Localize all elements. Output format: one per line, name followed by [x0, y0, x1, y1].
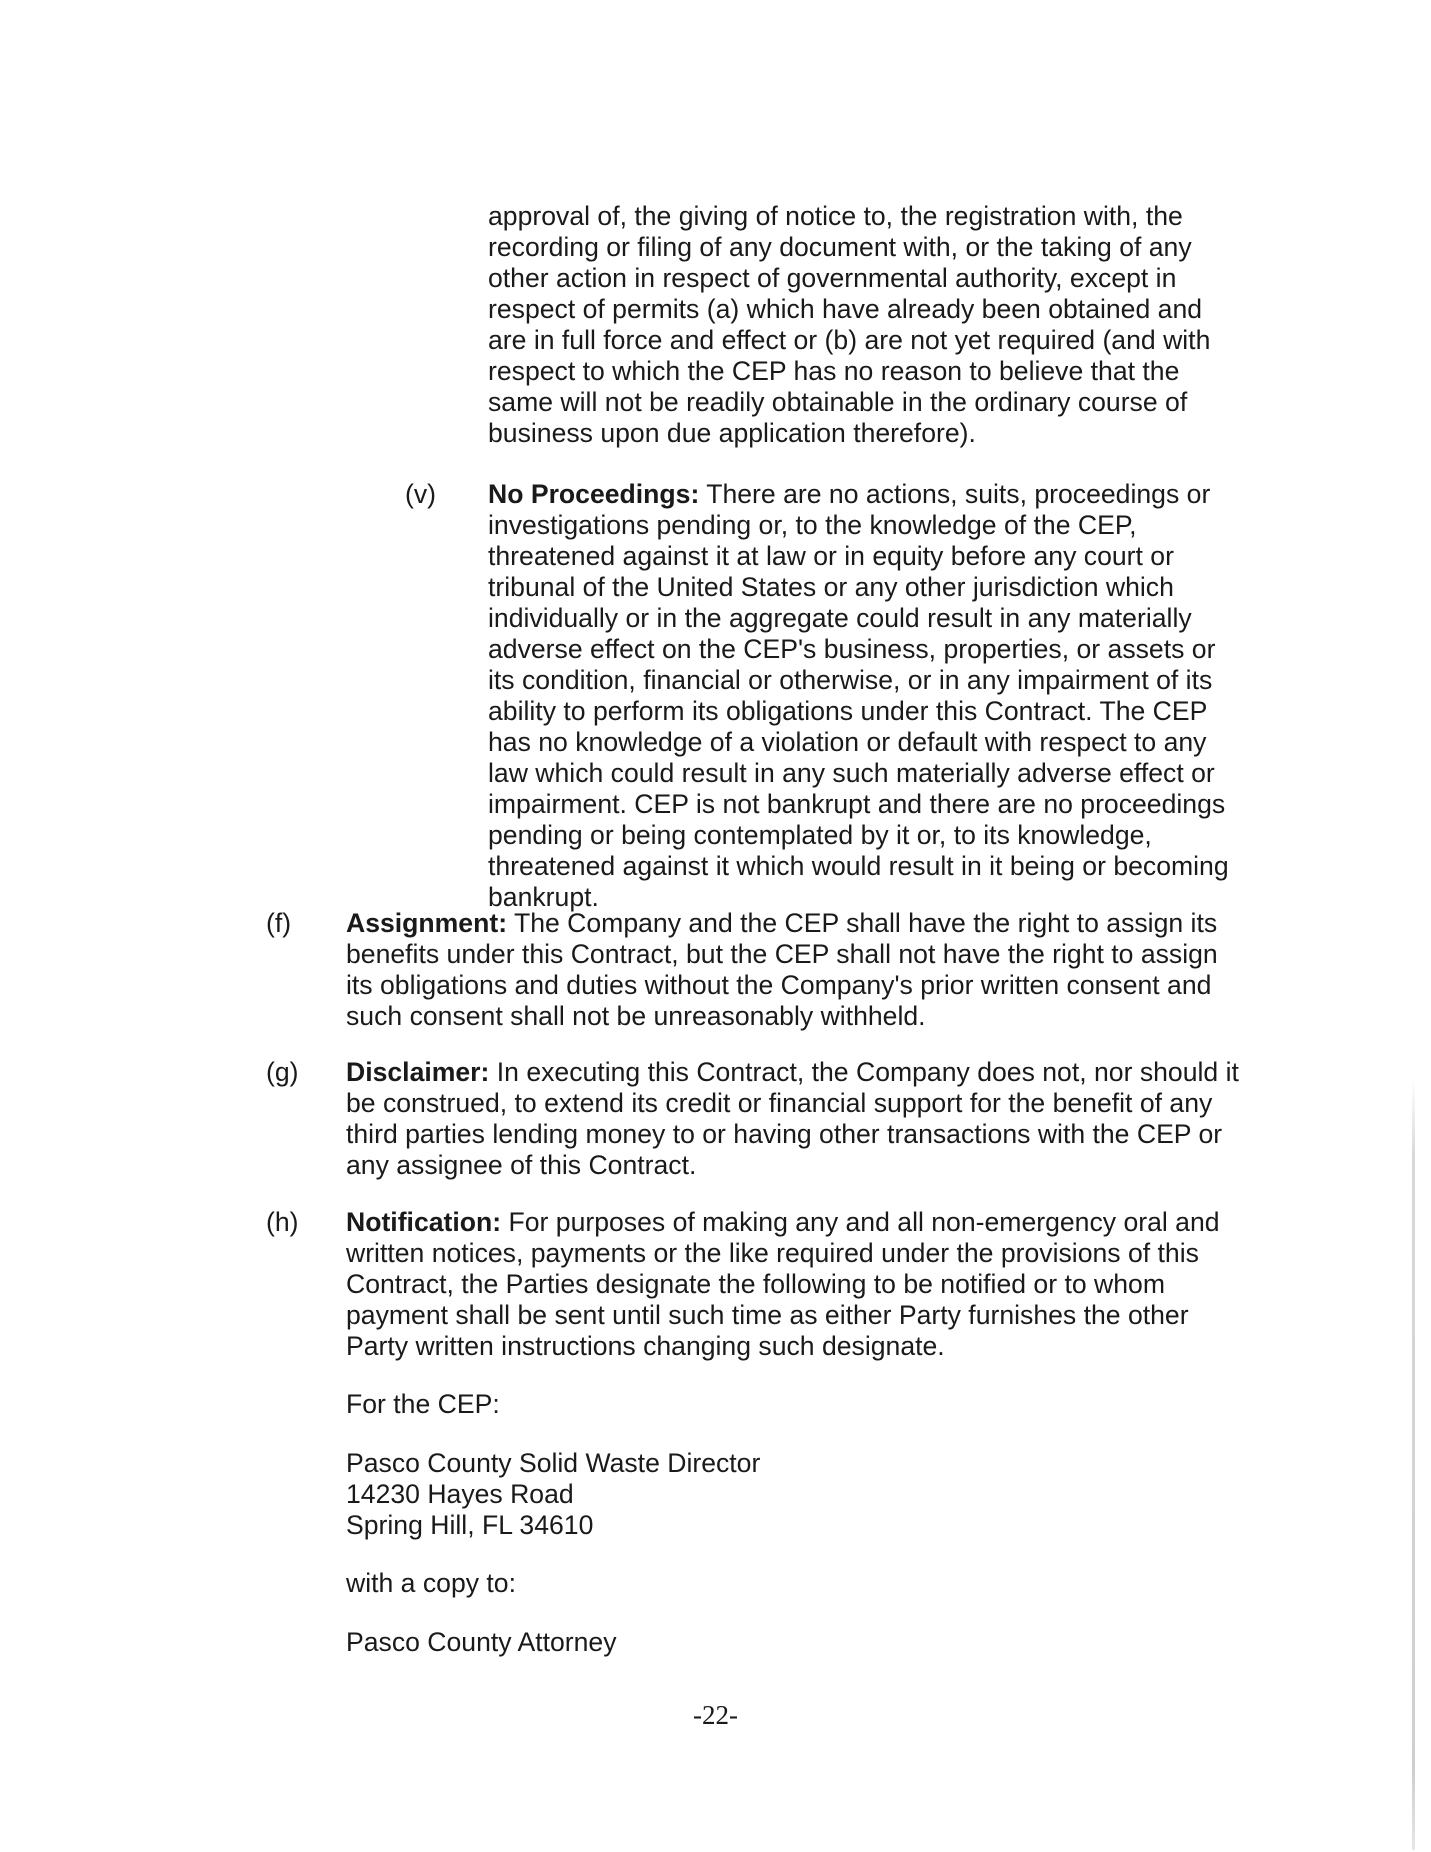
- cep-address: [346, 1448, 760, 1541]
- address-line: Spring Hill, FL 34610: [346, 1510, 594, 1540]
- address-line: 14230 Hayes Road: [346, 1479, 574, 1509]
- item-marker-v: (v): [405, 479, 437, 509]
- no-proceedings-text: There are no actions, suits, proceedings or investigations pending or, to the knowledge of the CEP, threatened against it at law or in equity before any court or tribunal of the United States or any other jurisdiction which individually or in the aggregate could result in any materially adverse effect on the CEP's business, properties, or assets or its condition, financial or otherwise, or in any impairment of its ability to perform its obligations under this Contract. The CEP has no knowledge of a violation or default with respect to any law which could result in any such materially adverse effect or impairment. CEP is not bankrupt and there are no proceedings pending or being contemplated by it or, to its knowledge, threatened against it which would result in it being or becoming bankrupt.: [488, 479, 1229, 912]
- assignment-text: The Company and the CEP shall have the right to assign its benefits under this Contract, but the CEP shall not have the right to assign its obligations and duties without the Company's prior written consent and such consent shall not be unreasonably withheld.: [346, 908, 1218, 1031]
- assignment-paragraph: [346, 908, 1246, 1032]
- scan-edge-shadow: [1412, 1080, 1415, 1850]
- continuation-paragraph: approval of, the giving of notice to, the registration with, the recording or filing of any document with, or the taking of any other action in respect of governmental authority, except in respect of permits (a) which have already been obtained and are in full force and effect or (b) are not yet required (and with respect to which the CEP has no reason to believe that the same will not be readily obtainable in the ordinary course of business upon due application therefore).: [488, 201, 1211, 448]
- disclaimer-text: In executing this Contract, the Company does not, nor should it be construed, to extend its credit or financial support for the benefit of any third parties lending money to or having other transactions with the CEP or any assignee of this Contract.: [346, 1057, 1239, 1180]
- item-marker-f: (f): [266, 908, 292, 938]
- notification-heading: Notification:: [346, 1207, 502, 1237]
- for-cep-label: For the CEP:: [346, 1389, 500, 1419]
- item-marker-g: (g): [266, 1057, 299, 1087]
- notification-text: For purposes of making any and all non-emergency oral and written notices, payments or the like required under the provisions of this Contract, the Parties designate the following to be notified or to whom payment shall be sent until such time as either Party furnishes the other Party written instructions changing such designate.: [346, 1207, 1220, 1361]
- disclaimer-heading: Disclaimer:: [346, 1057, 490, 1087]
- no-proceedings-paragraph: [488, 479, 1246, 913]
- copy-to-label: with a copy to:: [346, 1568, 516, 1598]
- no-proceedings-heading: No Proceedings:: [488, 479, 700, 509]
- assignment-heading: Assignment:: [346, 908, 508, 938]
- disclaimer-paragraph: [346, 1057, 1246, 1181]
- page-number: -22-: [693, 1700, 738, 1730]
- item-marker-h: (h): [266, 1207, 299, 1237]
- notification-paragraph: [346, 1207, 1246, 1362]
- attorney-line: Pasco County Attorney: [346, 1627, 617, 1657]
- address-line: Pasco County Solid Waste Director: [346, 1448, 761, 1478]
